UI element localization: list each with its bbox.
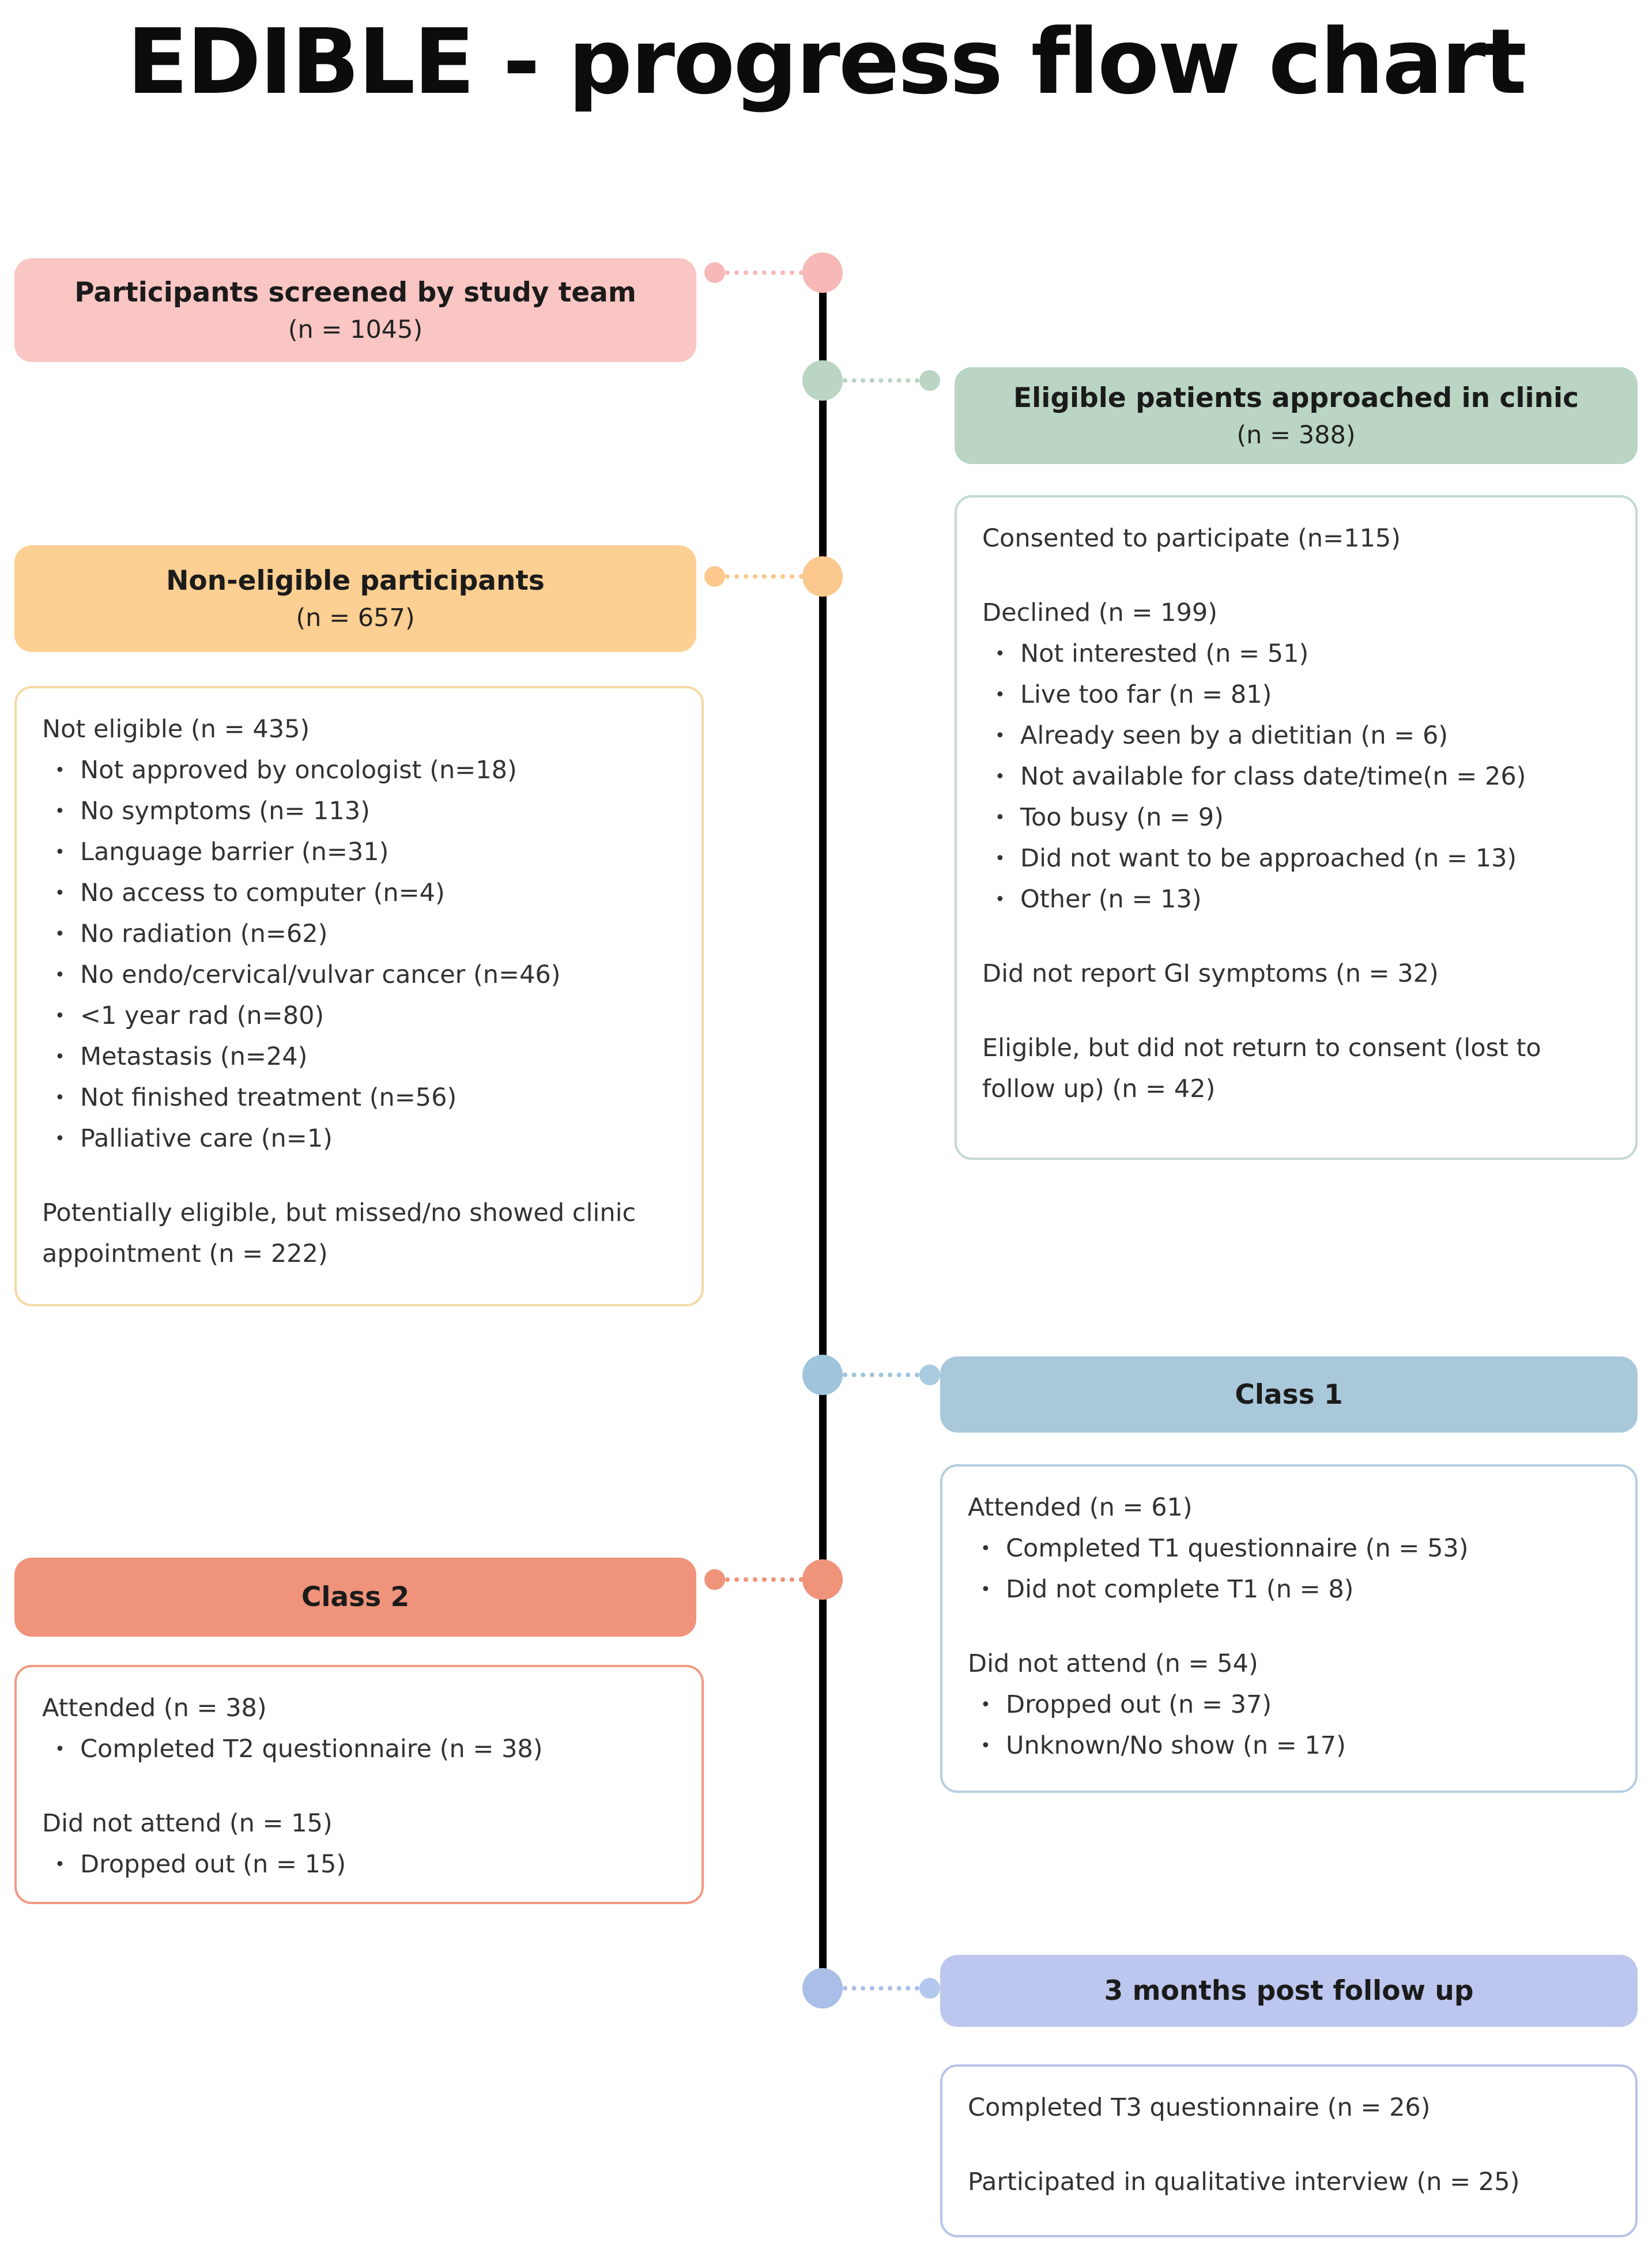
timeline-dot-class1	[802, 1355, 843, 1395]
box-dot-screened	[704, 262, 725, 283]
list-item: • No radiation (n=62)	[42, 914, 676, 955]
list-item: • No symptoms (n= 113)	[42, 791, 676, 832]
node-screened-count: (n = 1045)	[288, 315, 423, 344]
box-dot-class2	[704, 1569, 725, 1590]
class2-attended-heading: Attended (n = 38)	[42, 1694, 267, 1723]
list-item: • Too busy (n = 9)	[982, 797, 1610, 838]
list-item: • Live too far (n = 81)	[982, 674, 1610, 715]
connector-approached	[843, 378, 919, 383]
class2-not-attend-heading: Did not attend (n = 15)	[42, 1809, 333, 1838]
node-approached	[955, 367, 1638, 464]
consented-line: Consented to participate (n=115)	[982, 524, 1401, 553]
connector-non-eligible	[725, 574, 804, 579]
timeline-dot-followup	[802, 1968, 843, 2008]
connector-followup	[843, 1986, 919, 1991]
box-dot-followup	[919, 1978, 940, 1999]
class1-not-attend-list	[968, 1684, 1610, 1766]
node-non-eligible	[14, 545, 696, 652]
connector-class2	[725, 1577, 804, 1582]
connector-screened	[725, 270, 804, 275]
class2-attended-list	[42, 1729, 676, 1770]
node-approached-count: (n = 388)	[1236, 420, 1356, 450]
non-eligible-detail-box	[14, 686, 704, 1306]
timeline-dot-non-eligible	[802, 556, 843, 597]
node-non-eligible-title: Non-eligible participants	[166, 565, 545, 597]
class2-not-attend-list	[42, 1844, 676, 1885]
box-dot-class1	[919, 1365, 940, 1385]
class2-detail-box	[14, 1665, 704, 1904]
lost-to-followup-line: Eligible, but did not return to consent (lost to follow up) (n = 42)	[982, 1034, 1541, 1103]
declined-heading: Declined (n = 199)	[982, 598, 1218, 627]
list-item: • Metastasis (n=24)	[42, 1037, 676, 1077]
connector-class1	[843, 1373, 919, 1377]
approached-detail-box	[955, 495, 1638, 1160]
not-eligible-reasons-list	[42, 750, 676, 1159]
node-class1	[940, 1356, 1638, 1433]
followup-detail-box	[940, 2064, 1638, 2237]
no-gi-line: Did not report GI symptoms (n = 32)	[982, 959, 1439, 988]
node-followup	[940, 1955, 1638, 2027]
qualitative-interview-line: Participated in qualitative interview (n = 25)	[968, 2168, 1520, 2196]
t3-questionnaire-line: Completed T3 questionnaire (n = 26)	[968, 2093, 1431, 2122]
class1-attended-list	[968, 1528, 1610, 1610]
node-class2-title: Class 2	[301, 1581, 410, 1613]
list-item: • Did not complete T1 (n = 8)	[968, 1569, 1610, 1610]
list-item: • Did not want to be approached (n = 13)	[982, 838, 1610, 879]
timeline-dot-screened	[802, 252, 843, 293]
missed-appointment-line: Potentially eligible, but missed/no showed clinic appointment (n = 222)	[42, 1199, 636, 1268]
class1-attended-heading: Attended (n = 61)	[968, 1493, 1193, 1522]
list-item: • No access to computer (n=4)	[42, 873, 676, 914]
list-item: • Not approved by oncologist (n=18)	[42, 750, 676, 791]
list-item: • Completed T2 questionnaire (n = 38)	[42, 1729, 676, 1770]
node-non-eligible-count: (n = 657)	[296, 604, 415, 632]
list-item: • Not interested (n = 51)	[982, 634, 1610, 674]
list-item: • Other (n = 13)	[982, 879, 1610, 920]
list-item: • Already seen by a dietitian (n = 6)	[982, 715, 1610, 756]
node-followup-title: 3 months post follow up	[1104, 1975, 1474, 2007]
list-item: • <1 year rad (n=80)	[42, 996, 676, 1037]
box-dot-approached	[919, 370, 940, 391]
node-screened-title: Participants screened by study team	[74, 276, 636, 308]
node-screened	[14, 258, 696, 362]
timeline-dot-approached	[802, 360, 843, 401]
class1-detail-box	[940, 1464, 1638, 1793]
not-eligible-heading: Not eligible (n = 435)	[42, 715, 310, 744]
list-item: • No endo/cervical/vulvar cancer (n=46)	[42, 955, 676, 996]
timeline-dot-class2	[802, 1559, 843, 1600]
timeline-line	[819, 273, 827, 1988]
page-title: EDIBLE - progress flow chart	[127, 9, 1525, 114]
list-item: • Not finished treatment (n=56)	[42, 1077, 676, 1118]
list-item: • Dropped out (n = 37)	[968, 1684, 1610, 1725]
class1-not-attend-heading: Did not attend (n = 54)	[968, 1649, 1258, 1678]
node-approached-title: Eligible patients approached in clinic	[1013, 382, 1579, 414]
box-dot-non-eligible	[704, 566, 725, 587]
list-item: • Palliative care (n=1)	[42, 1118, 676, 1159]
node-class2	[14, 1558, 696, 1637]
list-item: • Completed T1 questionnaire (n = 53)	[968, 1528, 1610, 1569]
list-item: • Unknown/No show (n = 17)	[968, 1725, 1610, 1766]
list-item: • Language barrier (n=31)	[42, 832, 676, 873]
declined-reasons-list	[982, 634, 1610, 920]
node-class1-title: Class 1	[1235, 1378, 1343, 1411]
list-item: • Not available for class date/time(n = 26)	[982, 756, 1610, 797]
list-item: • Dropped out (n = 15)	[42, 1844, 676, 1885]
